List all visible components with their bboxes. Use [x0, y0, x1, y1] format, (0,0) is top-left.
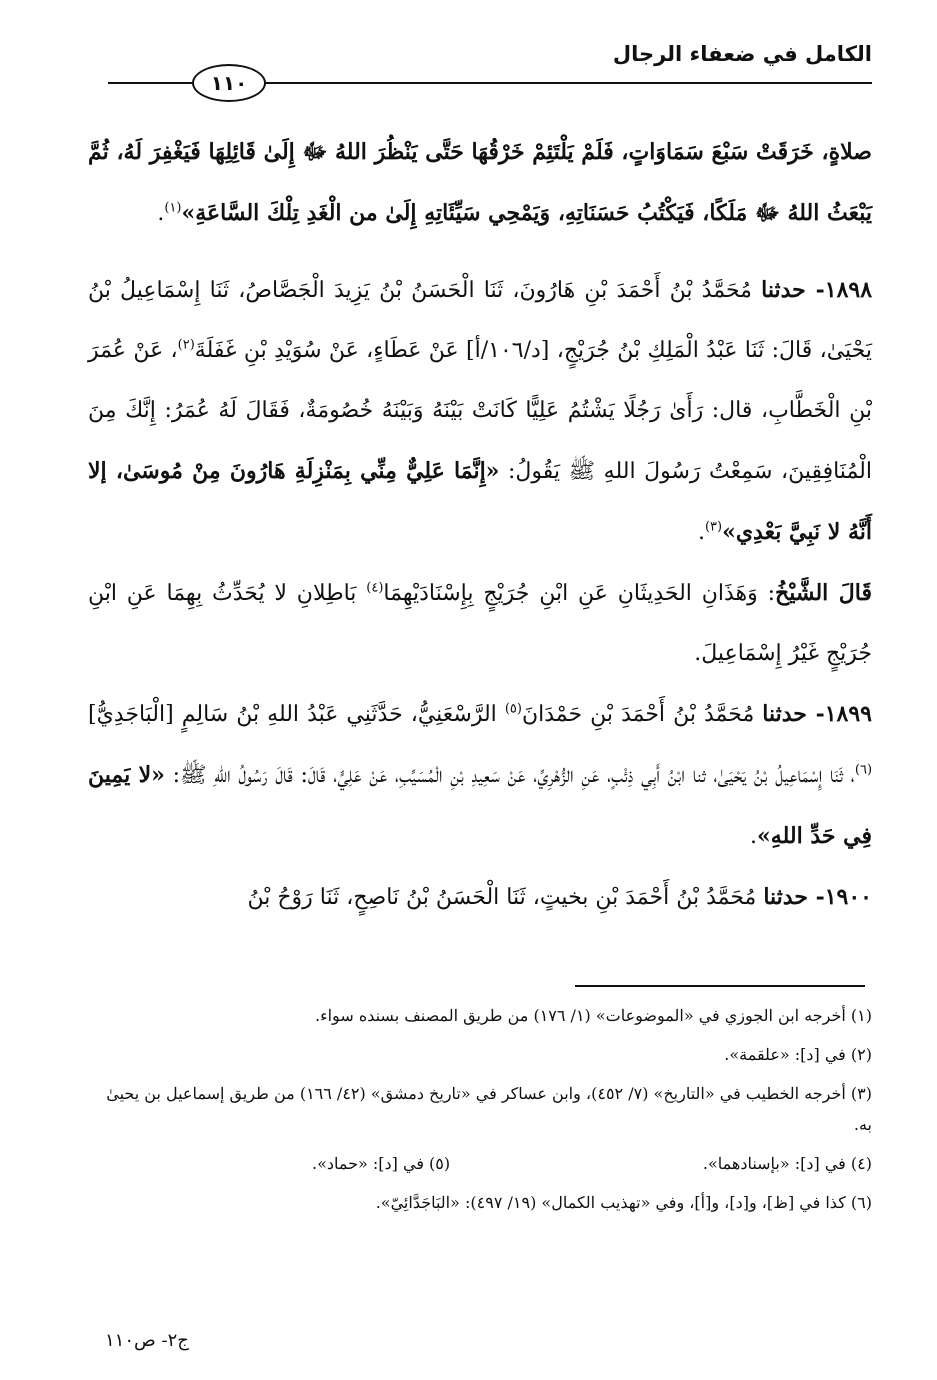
footnote-ref: (١)	[164, 200, 182, 216]
isnad-text: مُحَمَّدُ بْنُ أَحْمَدَ بْنِ هَارُونَ، ثَنَا الْحَسَنُ بْنُ يَزِيدَ الْجَصَّاصُ، ثَنَا إِسْمَاعِيلُ بْنُ يَحْيَىٰ، قَالَ: ثَنَا عَبْدُ الْمَلِكِ بْنُ جُرَيْجٍ، [د/١٠٦/أ] عَنْ عَطَاءٍ، عَنْ سُوَيْدِ بْنِ غَفَلَةَ	[88, 278, 872, 363]
isnad-text: الرَّسْعَنِيُّ، حَدَّثَنِي عَبْدُ اللهِ بْنُ سَالِمٍ [الْبَاجَدِيُّ]	[88, 702, 505, 727]
footnote-5: (٥) في [د]: «حماد».	[312, 1154, 451, 1173]
isnad-text: مُحَمَّدُ بْنُ أَحْمَدَ بْنِ بخيتٍ، ثَنَا الْحَسَنُ بْنُ نَاصِحٍ، ثَنَا رَوْحُ بْنُ	[247, 885, 764, 910]
volume-page-reference: ج٢- ص١١٠	[105, 1330, 189, 1351]
footnote-4: (٤) في [د]: «بإسنادهما».	[702, 1154, 872, 1173]
isnad-text: ، عَنْ عُمَرَ بْنِ الْخَطَّابِ، قال: رَأَىٰ رَجُلًا يَشْتُمُ عَلِيًّا كَانَتْ بَيْنَهُ وَبَيْنَهُ خُصُومَةٌ، فَقَالَ لَهُ عُمَرُ: إِنَّكَ مِنَ الْمُنَافِقِينَ، سَمِعْتُ رَسُولَ اللهِ ﷺ يَقُولُ:	[88, 338, 872, 484]
comment-text: : وَهَذَانِ الحَدِيثَانِ عَنِ ابْنِ جُرَيْجٍ بِإِسْنَادَيْهِمَا	[383, 581, 776, 606]
footnotes	[100, 1000, 872, 1226]
isnad-text: ، ثَنَا إِسْمَاعِيلُ بْنُ يَحْيَىٰ، ثنا ابْنُ أَبِي ذِئْبٍ، عَنِ الزُّهْرِيِّ، عَنْ سَعِيدِ بْنِ الْمُسَيِّبِ، عَنْ عَلِيٍّ، قَالَ: قَالَ رَسُولُ اللهِ ﷺ:	[164, 763, 855, 788]
paragraph-hadith-continuation	[88, 122, 872, 244]
running-header	[108, 38, 872, 95]
footnote-ref: (٥)	[504, 701, 522, 717]
punctuation: .	[157, 201, 165, 226]
footnote-ref: (٣)	[704, 519, 723, 535]
punctuation: .	[750, 824, 758, 849]
footnote-2: (٢) في [د]: «علقمة».	[724, 1045, 872, 1064]
footnote-ref: (٢)	[177, 337, 195, 353]
comment-text: بَاطِلانِ لا يُحَدِّثُ بِهِمَا عَنِ ابْنِ جُرَيْجٍ غَيْرُ إِسْمَاعِيلَ.	[88, 581, 872, 666]
footnote-6: (٦) كذا في [ظ]، و[د]، و[أ]، وفي «تهذيب الكمال» (١٩/ ٤٩٧): «البَاجَدَّائِيّ».	[375, 1193, 872, 1212]
main-text	[88, 122, 872, 928]
paragraph-shaykh-comment	[88, 563, 872, 684]
comment-lead: قَالَ الشَّيْخُ	[775, 580, 872, 606]
footnote-1: (١) أخرجه ابن الجوزي في «الموضوعات» (١/ ١٧٦) من طريق المصنف بسنده سواء.	[315, 1006, 872, 1025]
footnote-ref: (٦)	[854, 762, 873, 778]
book-title: الكامل في ضعفاء الرجال	[612, 42, 872, 66]
hadith-quote: «إِنَّمَا عَلِيٌّ مِنِّي بِمَنْزِلَةِ هَارُونَ مِنْ مُوسَىٰ، إلا أَنَّهُ لا نَبِيَّ بَعْدِي»	[88, 458, 872, 545]
isnad-text: مُحَمَّدُ بْنُ أَحْمَدَ بْنِ حَمْدَانَ	[521, 702, 763, 727]
footnote-ref: (٤)	[366, 580, 384, 596]
hadith-quote: «لا يَمِينَ فِي حَدِّ اللهِ»	[88, 762, 872, 849]
footnote-separator	[575, 985, 865, 987]
paragraph-hadith-1900	[88, 867, 872, 928]
page-number: ١١٠	[192, 64, 266, 102]
hadith-number: ١٨٩٩- حدثنا	[762, 701, 872, 727]
hadith-number: ١٨٩٨- حدثنا	[761, 277, 873, 303]
paragraph-hadith-1899	[88, 684, 872, 867]
hadith-number: ١٩٠٠- حدثنا	[763, 884, 872, 910]
punctuation: .	[697, 520, 705, 545]
hadith-text: صلاةٍ، خَرَقَتْ سَبْعَ سَمَاوَاتٍ، فَلَمْ يَلْتَئِمْ خَرْقُهَا حَتَّى يَنْظُرَ اللهُ ﷻ إِلَىٰ قَائِلِهَا فَيَغْفِرَ لَهُ، ثُمَّ يَبْعَثُ اللهُ ﷻ مَلَكًا، فَيَكْتُبُ حَسَنَاتِهِ، وَيَمْحِي سَيِّئَاتِهِ إِلَىٰ من الْغَدِ تِلْكَ السَّاعَةِ»	[88, 139, 872, 226]
footnote-row-4-5	[312, 1148, 872, 1187]
paragraph-hadith-1898	[88, 260, 872, 563]
footnote-3: (٣) أخرجه الخطيب في «التاريخ» (٧/ ٤٥٢)، وابن عساكر في «تاريخ دمشق» (٤٢/ ١٦٦) من طريق إسماعيل بن يحيىٰ به.	[106, 1084, 872, 1134]
